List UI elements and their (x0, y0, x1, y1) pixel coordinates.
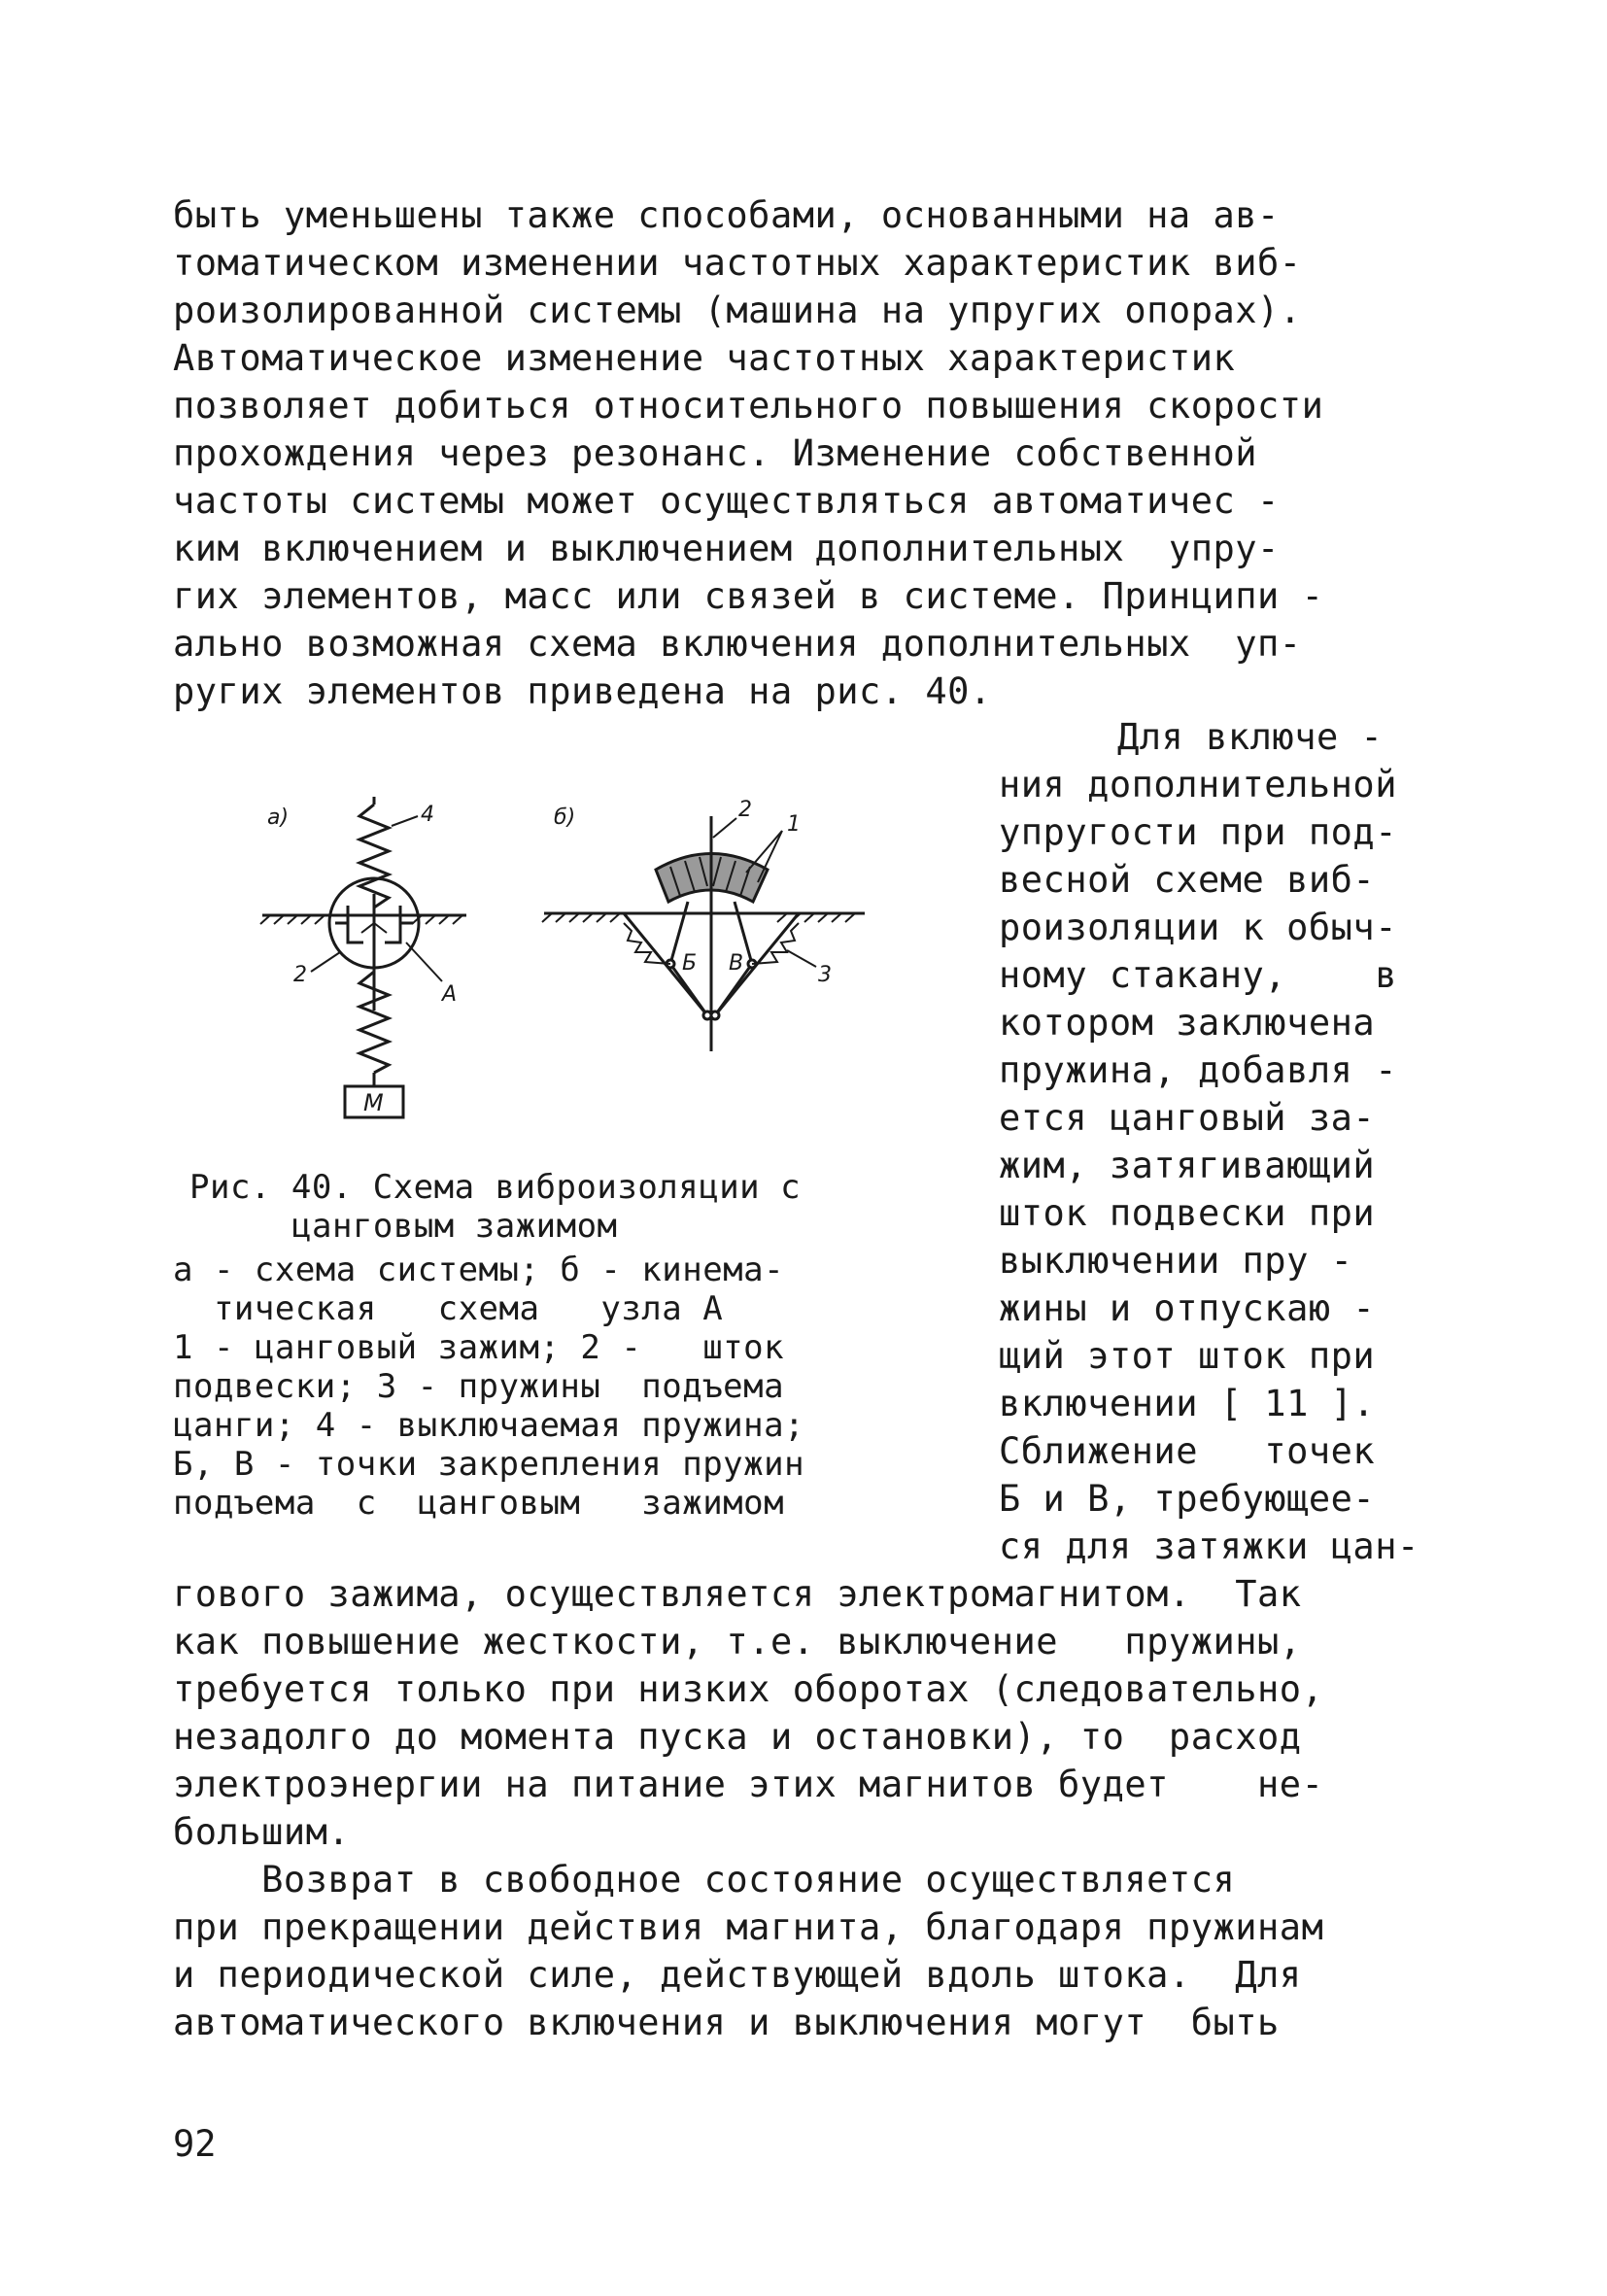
caption-legend-line: тическая схема узла А (173, 1289, 724, 1328)
text-line: требуется только при низких оборотах (следовательно, (173, 1668, 1324, 1710)
text-line: автоматического включения и выключения могут быть (173, 2002, 1280, 2043)
text-line: и периодической силе, действующей вдоль штока. Для (173, 1954, 1302, 1996)
text-line: большим. (173, 1811, 351, 1853)
text-line: шток подвески при (999, 1192, 1376, 1234)
caption-title-cont: цанговым зажимом (291, 1207, 618, 1246)
text-line: ному стакану, в (999, 954, 1397, 996)
figure-part-b (542, 798, 865, 1051)
text-line: жим, затягивающий (999, 1145, 1376, 1186)
text-line: Б и В, требующее- (999, 1478, 1376, 1520)
text-line: выключении пру - (999, 1240, 1353, 1282)
figure-40 (243, 777, 884, 1137)
caption-legend-line: цанги; 4 - выключаемая пружина; (173, 1406, 805, 1445)
text-line: гих элементов, масс или связей в системе. Принципи - (173, 575, 1324, 617)
text-line: роизолированной системы (машина на упругих опорах). (173, 290, 1302, 331)
text-line: при прекращении действия магнита, благодаря пружинам (173, 1906, 1324, 1948)
text-line: включении [ 11 ]. (999, 1383, 1376, 1424)
caption-legend-line: а - схема системы; б - кинема- (173, 1251, 785, 1289)
text-line: томатическом изменении частотных характеристик виб- (173, 242, 1302, 284)
caption-legend-line: подъема с цанговым зажимом (173, 1484, 785, 1523)
caption-title: Рис. 40. Схема виброизоляции с (189, 1168, 802, 1207)
text-line: электроэнергии на питание этих магнитов будет не- (173, 1764, 1324, 1805)
text-line: ся для затяжки цан- (999, 1525, 1419, 1567)
text-line: роизоляции к обыч- (999, 907, 1397, 948)
text-line: Автоматическое изменение частотных характеристик (173, 337, 1236, 379)
text-line: пружина, добавля - (999, 1049, 1397, 1091)
text-line: весной схеме виб- (999, 859, 1376, 901)
text-line: позволяет добиться относительного повышения скорости (173, 385, 1324, 427)
label-2a: 2 (293, 963, 307, 987)
spring-4 (359, 805, 389, 908)
text-line: частоты системы может осуществляться автоматичес - (173, 480, 1280, 522)
label-mass: М (363, 1089, 384, 1116)
text-line: Возврат в свободное состояние осуществляется (173, 1859, 1236, 1901)
text-line: ния дополнительной (999, 764, 1397, 805)
text-line: Сближение точек (999, 1430, 1376, 1472)
text-line: жины и отпускаю - (999, 1287, 1376, 1329)
text-line: незадолго до момента пуска и остановки), то расход (173, 1716, 1302, 1758)
label-2b: 2 (738, 798, 752, 822)
label-a: а) (267, 805, 290, 830)
label-1: 1 (787, 812, 801, 837)
label-B: Б (682, 951, 698, 976)
text-line: ругих элементов приведена на рис. 40. (173, 670, 992, 712)
text-line: котором заключена (999, 1002, 1376, 1044)
caption-legend-line: Б, В - точки закрепления пружин (173, 1445, 805, 1484)
text-line: Для включе - (1117, 716, 1384, 758)
text-line: ким включением и выключением дополнительных упру- (173, 528, 1280, 569)
text-line: как повышение жесткости, т.е. выключение пружины, (173, 1621, 1302, 1662)
text-line: упругости при под- (999, 811, 1397, 853)
label-4: 4 (421, 803, 434, 827)
text-line: гового зажима, осуществляется электромагнитом. Так (173, 1573, 1302, 1615)
text-line: ется цанговый за- (999, 1097, 1376, 1139)
label-3: 3 (818, 963, 832, 987)
text-line: щий этот шток при (999, 1335, 1376, 1377)
caption-legend-line: 1 - цанговый зажим; 2 - шток (173, 1328, 785, 1367)
text-line: ально возможная схема включения дополнительных уп- (173, 623, 1302, 665)
label-b: б) (554, 805, 576, 830)
caption-legend-line: подвески; 3 - пружины подъема (173, 1367, 785, 1406)
clamp-jaw-left (335, 906, 363, 942)
text-line: прохождения через резонанс. Изменение собственной (173, 432, 1258, 474)
clamp-jaw-right (385, 906, 413, 942)
figure-part-a (260, 797, 466, 1117)
text-line: быть уменьшены также способами, основанными на ав- (173, 194, 1280, 236)
label-A: А (442, 982, 458, 1007)
label-V: В (729, 951, 744, 976)
page-number: 92 (173, 2123, 217, 2165)
